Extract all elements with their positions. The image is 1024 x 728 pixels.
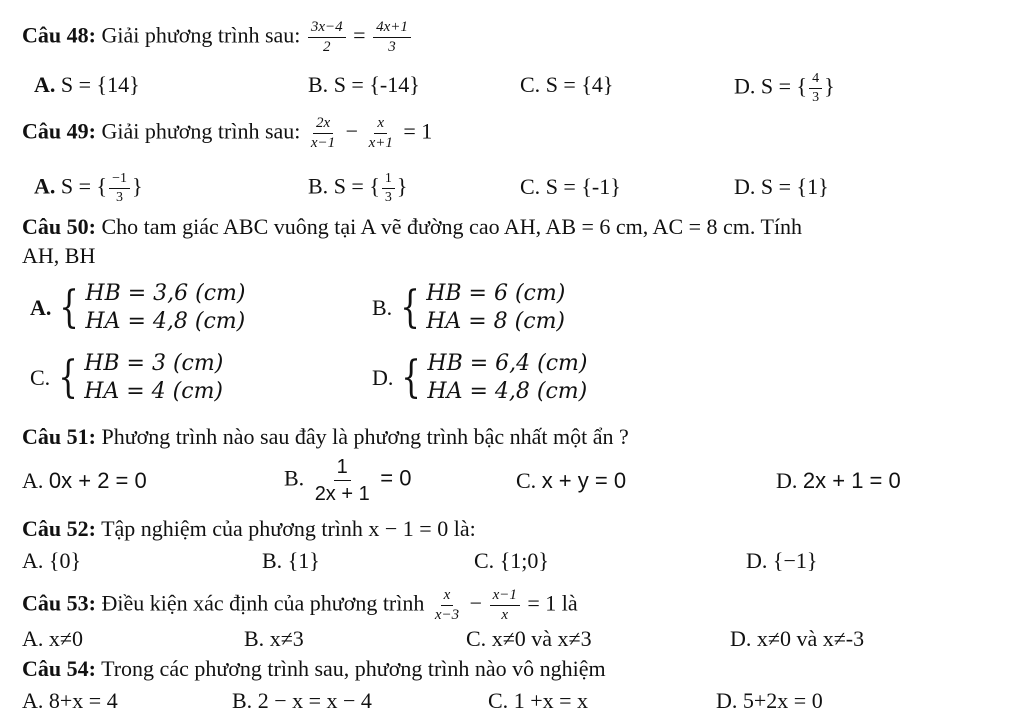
option-b[interactable]: B. {1} [262, 548, 320, 573]
question-text: Điều kiện xác định của phương trình [101, 590, 425, 616]
option-a[interactable]: A. S = {14} [34, 72, 140, 97]
option-c[interactable]: C. { HB = 3 (cm) HA = 4 (cm) [30, 351, 224, 404]
fraction: $\frac{x-1}{x}$ [490, 588, 520, 623]
question-text-cont: AH, BH [22, 243, 96, 268]
question-text: Trong các phương trình sau, phương trình nào vô nghiệm [101, 656, 606, 681]
fraction: $\frac{4x+1}{3}$ [373, 20, 411, 55]
option-b[interactable]: B. S = { $\frac{1}{3}$ } [308, 171, 408, 205]
question-label: Câu 51: [22, 424, 96, 449]
question-text: Tập nghiệm của phương trình x − 1 = 0 là: [101, 516, 476, 541]
option-d[interactable]: D. x≠0 và x≠-3 [730, 626, 865, 651]
question-50 [22, 214, 802, 240]
option-b[interactable]: B. x≠3 [244, 626, 304, 651]
question-label: Câu 50: [22, 214, 96, 239]
option-b[interactable]: B. $\frac{1}{2x + 1}$ = 0 [284, 456, 412, 505]
option-c[interactable]: C. S = {4} [520, 72, 614, 97]
fraction: $\frac{x}{x+1}$ [368, 115, 393, 151]
question-label: Câu 52: [22, 516, 96, 541]
option-d[interactable]: D. {−1} [746, 548, 818, 573]
question-text: Phương trình nào sau đây là phương trình bậc nhất một ẩn ? [101, 424, 629, 449]
option-a[interactable]: A. {0} [22, 548, 82, 573]
option-d[interactable]: D. { HB = 6,4 (cm) HA = 4,8 (cm) [372, 351, 588, 404]
question-48: Câu 48: Giải phương trình sau: $\frac{3x-4}{2}$ = $\frac{4x+1}{3}$ [22, 20, 413, 55]
fraction: $\frac{x}{x-3}$ [434, 587, 460, 623]
question-53: Câu 53: Điều kiện xác định của phương trình $\frac{x}{x-3}$ − $\frac{x-1}{x}$ = 1 là [22, 587, 578, 623]
question-label: Câu 49: [22, 118, 96, 144]
option-a[interactable]: A. S = { $\frac{-1}{3}$ } [34, 171, 143, 205]
question-54 [22, 656, 606, 682]
option-a[interactable]: A. x≠0 [22, 626, 83, 651]
question-label: Câu 53: [22, 590, 96, 616]
option-b[interactable]: B. S = {-14} [308, 72, 420, 97]
option-b[interactable]: B. { HB = 6 (cm) HA = 8 (cm) [372, 281, 566, 334]
question-text: Cho tam giác ABC vuông tại A vẽ đường cao AH, AB = 6 cm, AC = 8 cm. Tính [101, 214, 803, 239]
question-51 [22, 424, 629, 450]
option-a[interactable]: A. { HB = 3,6 (cm) HA = 4,8 (cm) [30, 281, 246, 334]
fraction: $\frac{-1}{3}$ [109, 172, 130, 205]
question-49: Câu 49: Giải phương trình sau: $\frac{2x}{x-1}$ − $\frac{x}{x+1}$ = 1 [22, 115, 433, 151]
fraction: $\frac{1}{2x + 1}$ [314, 456, 370, 505]
option-a[interactable]: A. 8+x = 4 [22, 688, 118, 713]
option-c[interactable]: C. S = {-1} [520, 174, 621, 199]
option-c[interactable]: C. x + y = 0 [516, 468, 627, 493]
fraction: $\frac{3x-4}{2}$ [308, 20, 346, 55]
fraction: $\frac{1}{3}$ [382, 172, 395, 205]
question-text: Giải phương trình sau: [101, 118, 301, 144]
question-text: Giải phương trình sau: [101, 22, 301, 48]
question-52 [22, 516, 476, 542]
option-d[interactable]: D. 5+2x = 0 [716, 688, 823, 713]
option-a[interactable]: A. 0x + 2 = 0 [22, 468, 147, 493]
option-c[interactable]: C. x≠0 và x≠3 [466, 626, 592, 651]
fraction: $\frac{4}{3}$ [809, 72, 822, 105]
option-d[interactable]: D. S = { $\frac{4}{3}$ } [734, 71, 835, 105]
option-b[interactable]: B. 2 − x = x − 4 [232, 688, 372, 713]
question-label: Câu 54: [22, 656, 96, 681]
option-d[interactable]: D. S = {1} [734, 174, 829, 199]
option-c[interactable]: C. 1 +x = x [488, 688, 589, 713]
fraction: $\frac{2x}{x-1}$ [310, 115, 336, 151]
question-label: Câu 48: [22, 22, 96, 48]
option-d[interactable]: D. 2x + 1 = 0 [776, 468, 901, 493]
option-c[interactable]: C. {1;0} [474, 548, 549, 573]
